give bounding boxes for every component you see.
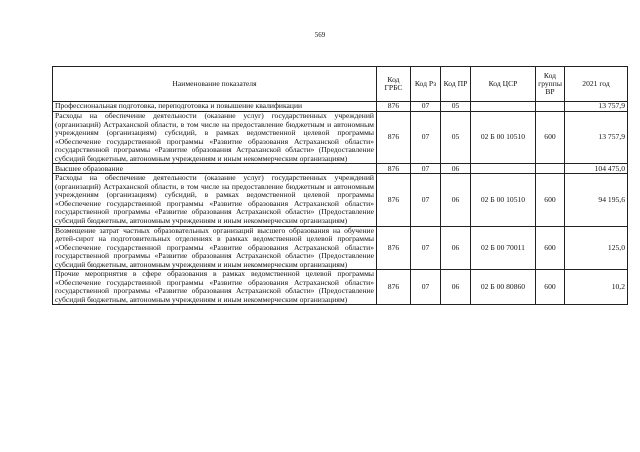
row-name: Прочие мероприятия в сфере образования в рамках ведомственной целевой программы «Обеспечение государственной программы «Развитие образования Астраханской области» государственной программы «Развитие образования Астраханской области» (Предоставление субсидий бюджетным, автономным учреждениям и иным некоммерческим организациям) — [53, 270, 377, 305]
table-row — [53, 164, 628, 174]
row-name: Профессиональная подготовка, переподготовка и повышение квалификации — [53, 102, 377, 112]
row-grbs: 876 — [377, 226, 411, 270]
row-pr: 06 — [441, 174, 471, 226]
header-grbs: Код ГРБС — [377, 67, 411, 102]
row-name: Высшее образование — [53, 164, 377, 174]
row-name: Расходы на обеспечение деятельности (оказание услуг) государственных учреждений (организаций) Астраханской области, в том числе на предоставление бюджетным и автономным учреждениям (организациям) субсидий, в рамках ведомственной целевой программы «Обеспечение государственной программы «Развитие образования Астраханской области» государственной программы «Развитие образования Астраханской области» (Предоставление субсидий бюджетным, автономным учреждениям и иным некоммерческим организациям) — [53, 174, 377, 226]
row-rz: 07 — [411, 226, 441, 270]
row-pr: 06 — [441, 226, 471, 270]
row-grbs: 876 — [377, 102, 411, 112]
row-sum: 13 757,9 — [565, 102, 628, 112]
row-pr: 06 — [441, 164, 471, 174]
row-vr: 600 — [536, 112, 565, 164]
row-grbs: 876 — [377, 270, 411, 305]
row-rz: 07 — [411, 270, 441, 305]
header-pr: Код ПР — [441, 67, 471, 102]
table-row — [53, 102, 628, 112]
row-sum: 104 475,0 — [565, 164, 628, 174]
header-name: Наименование показателя — [53, 67, 377, 102]
row-csr: 02 Б 00 10510 — [471, 174, 536, 226]
row-vr: 600 — [536, 270, 565, 305]
row-grbs: 876 — [377, 112, 411, 164]
table-row — [53, 226, 628, 270]
row-grbs: 876 — [377, 164, 411, 174]
row-csr — [471, 164, 536, 174]
header-rz: Код Рз — [411, 67, 441, 102]
row-sum: 13 757,9 — [565, 112, 628, 164]
table-row — [53, 270, 628, 305]
row-csr: 02 Б 00 70011 — [471, 226, 536, 270]
row-pr: 05 — [441, 102, 471, 112]
row-sum: 125,0 — [565, 226, 628, 270]
row-pr: 06 — [441, 270, 471, 305]
row-csr: 02 Б 00 10510 — [471, 112, 536, 164]
row-grbs: 876 — [377, 174, 411, 226]
row-sum: 10,2 — [565, 270, 628, 305]
row-vr — [536, 102, 565, 112]
row-rz: 07 — [411, 164, 441, 174]
header-year: 2021 год — [565, 67, 628, 102]
row-vr: 600 — [536, 226, 565, 270]
table-row — [53, 174, 628, 226]
table-row — [53, 112, 628, 164]
row-rz: 07 — [411, 102, 441, 112]
row-sum: 94 195,6 — [565, 174, 628, 226]
row-csr — [471, 102, 536, 112]
row-vr — [536, 164, 565, 174]
page-number: 569 — [314, 31, 326, 39]
budget-table — [52, 66, 628, 305]
header-csr: Код ЦСР — [471, 67, 536, 102]
header-vr: Код группы ВР — [536, 67, 565, 102]
row-name: Расходы на обеспечение деятельности (оказание услуг) государственных учреждений (организаций) Астраханской области, в том числе на предоставление бюджетным и автономным учреждениям (организациям) субсидий, в рамках ведомственной целевой программы «Обеспечение государственной программы «Развитие образования Астраханской области» государственной программы «Развитие образования Астраханской области» (Предоставление субсидий бюджетным, автономным учреждениям и иным некоммерческим организациям) — [53, 112, 377, 164]
table-header-row — [53, 67, 628, 102]
row-rz: 07 — [411, 174, 441, 226]
row-csr: 02 Б 00 80860 — [471, 270, 536, 305]
row-vr: 600 — [536, 174, 565, 226]
row-rz: 07 — [411, 112, 441, 164]
row-name: Возмещение затрат частных образовательных организаций высшего образования на обучение детей-сирот на подготовительных отделениях в рамках ведомственной целевой программы «Обеспечение государственной программы «Развитие образования Астраханской области» государственной программы «Развитие образования Астраханской области» (Предоставление субсидий бюджетным, автономным учреждениям и иным некоммерческим организациям) — [53, 226, 377, 270]
row-pr: 05 — [441, 112, 471, 164]
